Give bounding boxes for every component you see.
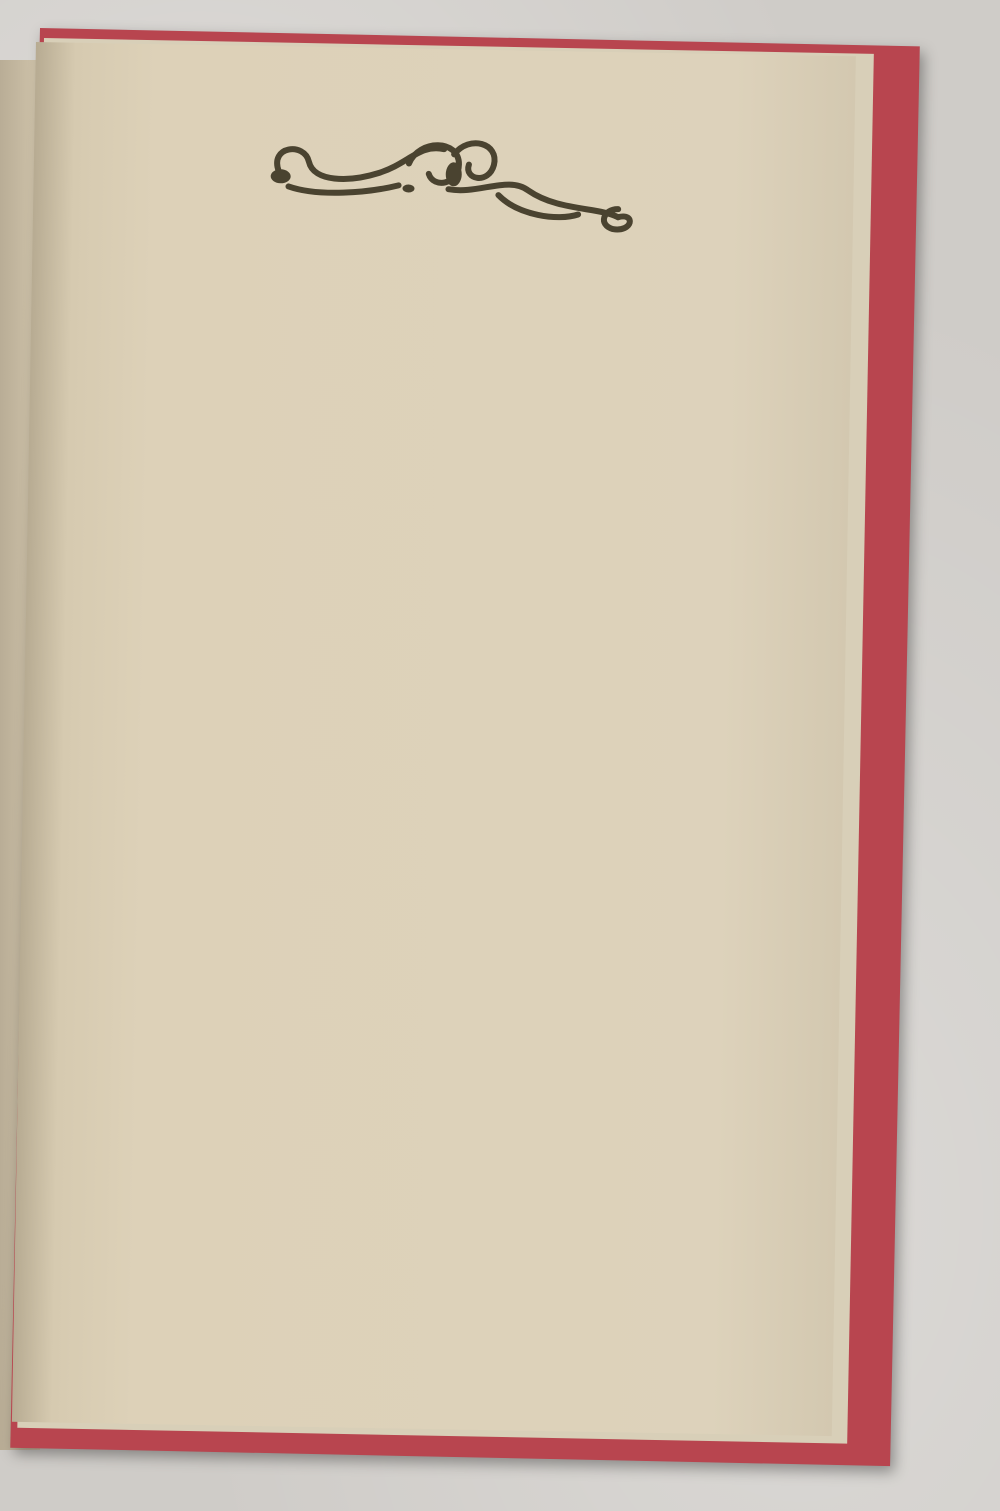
page-title xyxy=(32,297,892,312)
section-author-hoffmann xyxy=(24,754,884,769)
book-page xyxy=(12,42,856,1436)
section-author-perrault xyxy=(30,377,890,392)
ornament-icon xyxy=(258,131,640,243)
